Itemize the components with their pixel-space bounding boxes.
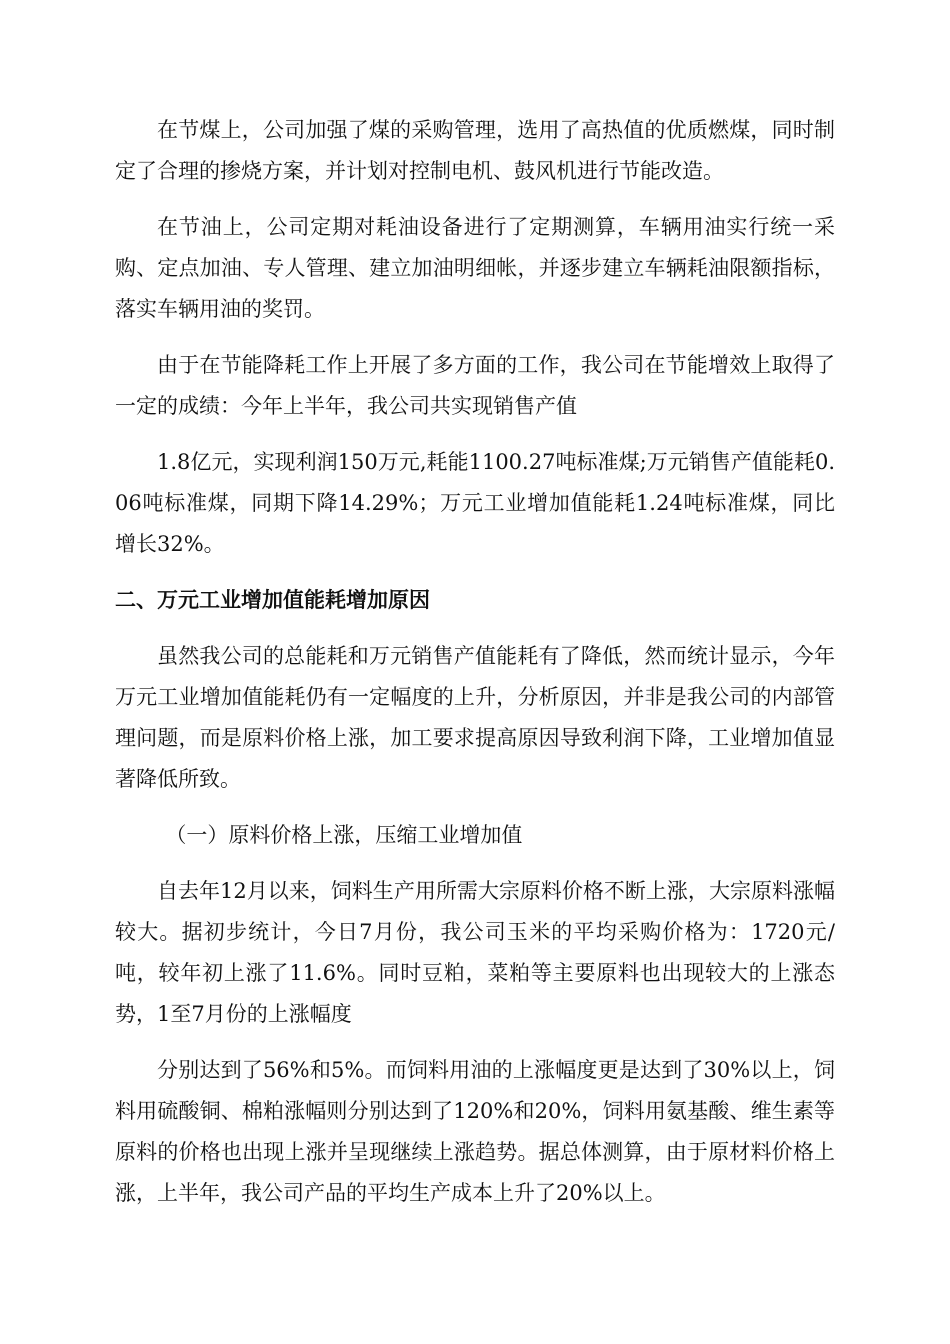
document-body bbox=[115, 110, 835, 1229]
paragraph-figures: 1.8亿元，实现利润150万元,耗能1100.27吨标准煤;万元销售产值能耗0.06吨标准煤，同期下降14.29%；万元工业增加值能耗1.24吨标准煤，同比增长32%。 bbox=[115, 450, 835, 556]
paragraph-coal-saving: 在节煤上，公司加强了煤的采购管理，选用了高热值的优质燃煤，同时制定了合理的掺烧方案，并计划对控制电机、鼓风机进行节能改造。 bbox=[115, 118, 835, 183]
section-heading: 二、万元工业增加值能耗增加原因 bbox=[115, 588, 430, 612]
paragraph-price-increases: 分别达到了56%和5%。而饲料用油的上涨幅度更是达到了30%以上，饲料用硫酸铜、棉粕涨幅则分别达到了120%和20%，饲料用氨基酸、维生素等原料的价格也出现上涨并呈现继续上涨趋势。据总体测算，由于原材料价格上涨，上半年，我公司产品的平均生产成本上升了20%以上。 bbox=[115, 1058, 835, 1205]
paragraph-achievements: 由于在节能降耗工作上开展了多方面的工作，我公司在节能增效上取得了一定的成绩：今年上半年，我公司共实现销售产值 bbox=[115, 353, 835, 418]
paragraph-raw-material-prices: 自去年12月以来，饲料生产用所需大宗原料价格不断上涨，大宗原料涨幅较大。据初步统计，今日7月份，我公司玉米的平均采购价格为：1720元/吨，较年初上涨了11.6%。同时豆粕，菜粕等主要原料也出现较大的上涨态势，1至7月份的上涨幅度 bbox=[115, 879, 835, 1026]
paragraph-analysis: 虽然我公司的总能耗和万元销售产值能耗有了降低，然而统计显示，今年万元工业增加值能耗仍有一定幅度的上升，分析原因，并非是我公司的内部管理问题，而是原料价格上涨，加工要求提高原因导致利润下降，工业增加值显著降低所致。 bbox=[115, 644, 835, 791]
subsection-heading: （一）原料价格上涨，压缩工业增加值 bbox=[165, 823, 523, 847]
paragraph-oil-saving: 在节油上，公司定期对耗油设备进行了定期测算，车辆用油实行统一采购、定点加油、专人管理、建立加油明细帐，并逐步建立车辆耗油限额指标，落实车辆用油的奖罚。 bbox=[115, 215, 835, 321]
